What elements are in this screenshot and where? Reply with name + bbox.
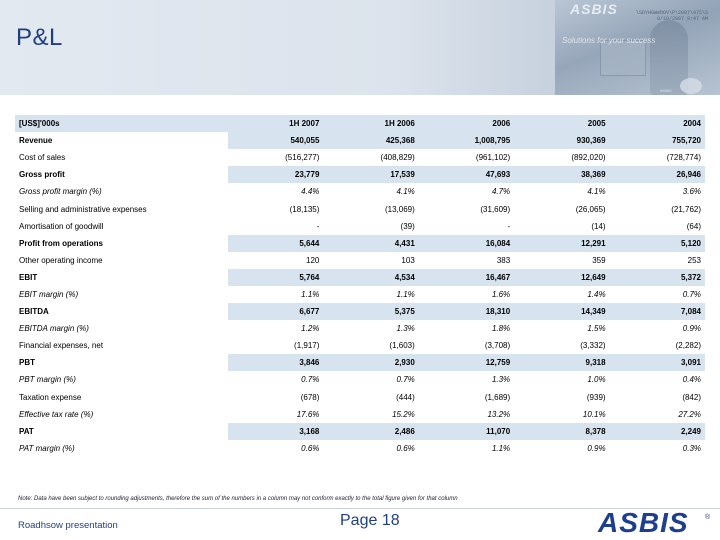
page-title: P&L — [16, 24, 63, 51]
table-row — [15, 166, 705, 183]
table-row — [15, 149, 705, 166]
table-cell: (516,277) — [285, 153, 320, 163]
table-row — [15, 218, 705, 235]
pl-table-body — [15, 115, 705, 457]
table-cell: 1.3% — [491, 375, 511, 385]
table-cell: (408,829) — [380, 153, 415, 163]
table-row — [15, 303, 705, 320]
table-row — [15, 200, 705, 217]
table-cell: 930,369 — [514, 132, 609, 149]
table-cell: 11,070 — [419, 423, 514, 440]
table-cell: (39) — [400, 221, 415, 231]
table-cell: 359 — [592, 255, 606, 265]
photo-mug-shape — [680, 78, 702, 94]
table-cell: (31,609) — [480, 204, 511, 214]
table-cell: 5,375 — [323, 303, 418, 320]
table-cell: 16,084 — [419, 235, 514, 252]
table-cell: 27.2% — [678, 409, 701, 419]
table-cell: 26,946 — [610, 166, 705, 183]
table-cell: (64) — [686, 221, 701, 231]
table-cell: (1,689) — [484, 392, 511, 402]
row-label: EBITDA margin (%) — [19, 324, 89, 334]
row-label: Effective tax rate (%) — [19, 409, 94, 419]
table-cell: 12,759 — [419, 354, 514, 371]
table-cell: 0.6% — [301, 443, 320, 453]
table-cell: 1.6% — [491, 289, 511, 299]
table-cell: 0.9% — [682, 324, 701, 334]
footer-presentation-label: Roadhsow presentation — [18, 520, 118, 531]
table-cell: 1.1% — [396, 289, 415, 299]
table-cell: 5,764 — [228, 269, 323, 286]
table-cell: 1.5% — [587, 324, 606, 334]
row-label: Cost of sales — [19, 153, 66, 163]
row-label: Revenue — [19, 136, 53, 146]
table-cell: - — [507, 221, 511, 231]
row-label: Gross profit margin (%) — [19, 187, 102, 197]
table-row — [15, 252, 705, 269]
table-row — [15, 286, 705, 303]
table-cell: 0.7% — [682, 289, 701, 299]
table-cell: (3,332) — [580, 341, 606, 351]
table-cell: (2,282) — [675, 341, 701, 351]
table-cell: 15.2% — [392, 409, 415, 419]
table-row — [15, 440, 705, 457]
table-cell: 5,372 — [610, 269, 705, 286]
row-label: EBITDA — [19, 307, 49, 317]
table-cell: 3.6% — [682, 187, 701, 197]
row-label: EBIT margin (%) — [19, 289, 79, 299]
column-header-unit: [US$]'000s — [15, 115, 228, 132]
row-label: PBT — [19, 358, 35, 368]
row-label: PAT margin (%) — [19, 443, 75, 453]
table-cell: 18,310 — [419, 303, 514, 320]
table-cell: (14) — [591, 221, 606, 231]
table-cell: (444) — [396, 392, 415, 402]
header-tagline: Solutions for your success — [562, 36, 656, 45]
doc-code-line-1: \SDYHGWebOV\P\2007\075\S — [635, 10, 708, 16]
page-number: Page 18 — [340, 512, 400, 529]
table-cell: (842) — [682, 392, 701, 402]
table-cell: 2,249 — [610, 423, 705, 440]
table-cell: 4,534 — [323, 269, 418, 286]
table-cell: 6,677 — [228, 303, 323, 320]
row-label: Taxation expense — [19, 392, 82, 402]
table-cell: 2,930 — [323, 354, 418, 371]
table-cell: 17.6% — [296, 409, 320, 419]
table-cell: 0.4% — [682, 375, 701, 385]
table-row — [15, 371, 705, 388]
table-row — [15, 132, 705, 149]
table-cell: (26,065) — [575, 204, 606, 214]
column-header-period: 1H 2006 — [323, 115, 418, 132]
header-wordmark: ASBIS — [570, 1, 618, 17]
table-cell: (728,774) — [666, 153, 701, 163]
table-cell: 1.2% — [301, 324, 320, 334]
pl-table — [15, 115, 705, 457]
table-cell: 1.4% — [587, 289, 606, 299]
table-cell: (939) — [586, 392, 606, 402]
doc-code-line-2: 8/18/2007 9:47 AM — [656, 16, 708, 22]
table-cell: (21,762) — [671, 204, 701, 214]
table-header-row — [15, 115, 705, 132]
table-row — [15, 337, 705, 354]
row-label: Selling and administrative expenses — [19, 204, 147, 214]
table-cell: 3,168 — [228, 423, 323, 440]
asbis-logo: ASBIS — [598, 507, 689, 538]
table-cell: 2,486 — [323, 423, 418, 440]
table-row — [15, 269, 705, 286]
table-row — [15, 423, 705, 440]
table-cell: 47,693 — [419, 166, 514, 183]
row-label: Financial expenses, net — [19, 341, 104, 351]
table-cell: 5,120 — [610, 235, 705, 252]
table-cell: 7,084 — [610, 303, 705, 320]
header-doc-code — [636, 10, 708, 22]
table-cell: 4.1% — [587, 187, 606, 197]
photo-caption: ASBIS — [660, 88, 672, 93]
table-cell: 383 — [496, 255, 511, 265]
row-label: Profit from operations — [19, 238, 104, 248]
table-row — [15, 183, 705, 200]
photo-monitor-shape — [600, 40, 646, 76]
table-cell: 425,368 — [323, 132, 418, 149]
row-label: Amortisation of goodwill — [19, 221, 104, 231]
table-cell: - — [316, 221, 320, 231]
table-cell: 13.2% — [487, 409, 511, 419]
column-header-period: 2005 — [514, 115, 609, 132]
table-row — [15, 389, 705, 406]
table-cell: 0.3% — [682, 443, 701, 453]
table-cell: 23,779 — [228, 166, 323, 183]
table-cell: 9,318 — [514, 354, 609, 371]
table-cell: 1.3% — [396, 324, 415, 334]
table-cell: 5,644 — [228, 235, 323, 252]
table-cell: 0.9% — [587, 443, 606, 453]
table-cell: 4,431 — [323, 235, 418, 252]
table-cell: 3,091 — [610, 354, 705, 371]
table-cell: 253 — [687, 255, 701, 265]
table-cell: 14,349 — [514, 303, 609, 320]
table-cell: 16,467 — [419, 269, 514, 286]
column-header-period: 2004 — [610, 115, 705, 132]
table-cell: 4.7% — [491, 187, 511, 197]
header-banner — [0, 0, 720, 95]
table-cell: 12,649 — [514, 269, 609, 286]
table-cell: 103 — [401, 255, 415, 265]
table-row — [15, 320, 705, 337]
footnote: Note: Data have been subject to rounding adjustments, therefore the sum of the numbers in a column may not conform exactly to the total figure given for that column — [18, 496, 458, 502]
table-cell: 755,720 — [610, 132, 705, 149]
row-label: PAT — [19, 426, 34, 436]
table-cell: 0.7% — [301, 375, 320, 385]
table-cell: 120 — [306, 255, 320, 265]
table-cell: (961,102) — [475, 153, 511, 163]
table-cell: 1.1% — [301, 289, 320, 299]
table-row — [15, 354, 705, 371]
column-header-period: 2006 — [419, 115, 514, 132]
table-cell: 3,846 — [228, 354, 323, 371]
table-cell: (18,135) — [289, 204, 320, 214]
table-cell: 1.1% — [491, 443, 511, 453]
table-cell: 0.7% — [396, 375, 415, 385]
table-cell: (678) — [300, 392, 320, 402]
table-cell: 8,378 — [514, 423, 609, 440]
table-cell: 17,539 — [323, 166, 418, 183]
table-cell: (13,069) — [384, 204, 415, 214]
table-cell: 4.1% — [396, 187, 415, 197]
table-cell: 38,369 — [514, 166, 609, 183]
row-label: Gross profit — [19, 170, 65, 180]
table-cell: 4.4% — [301, 187, 320, 197]
table-row — [15, 406, 705, 423]
table-cell: 1.8% — [491, 324, 511, 334]
table-cell: 12,291 — [514, 235, 609, 252]
table-cell: (1,917) — [294, 341, 320, 351]
table-cell: 540,055 — [228, 132, 323, 149]
row-label: PBT margin (%) — [19, 375, 76, 385]
table-row — [15, 235, 705, 252]
table-cell: (892,020) — [571, 153, 606, 163]
table-cell: (3,708) — [484, 341, 511, 351]
row-label: EBIT — [19, 272, 38, 282]
table-cell: 0.6% — [396, 443, 415, 453]
row-label: Other operating income — [19, 255, 103, 265]
registered-mark: ® — [705, 514, 711, 521]
table-cell: 10.1% — [582, 409, 606, 419]
table-cell: 1,008,795 — [419, 132, 514, 149]
table-cell: 1.0% — [587, 375, 606, 385]
table-cell: (1,603) — [389, 341, 415, 351]
column-header-period: 1H 2007 — [228, 115, 323, 132]
